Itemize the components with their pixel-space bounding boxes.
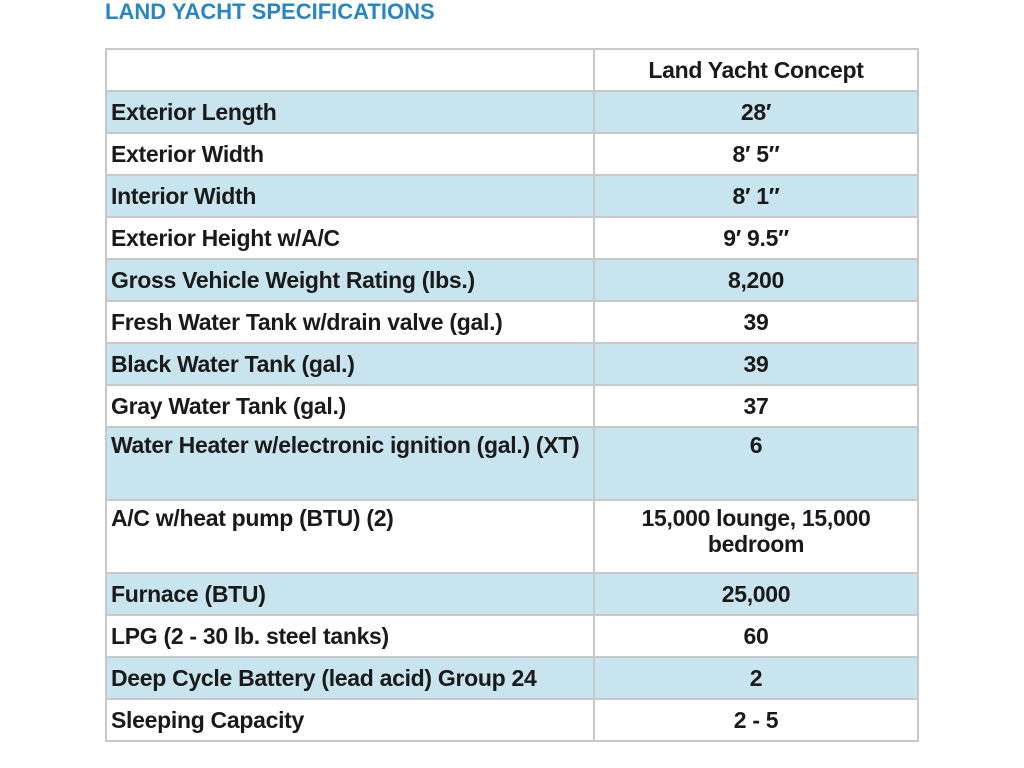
spec-value: 15,000 lounge, 15,000 bedroom [594,500,918,573]
spec-label: Black Water Tank (gal.) [106,343,594,385]
table-row [106,573,918,615]
table-row [106,259,918,301]
spec-label: Water Heater w/electronic ignition (gal.) (XT) [106,427,594,500]
header-label-cell [106,49,594,91]
table-row [106,91,918,133]
spec-value: 60 [594,615,918,657]
spec-value: 39 [594,343,918,385]
spec-value: 39 [594,301,918,343]
spec-label: LPG (2 - 30 lb. steel tanks) [106,615,594,657]
spec-label: Fresh Water Tank w/drain valve (gal.) [106,301,594,343]
spec-value: 8,200 [594,259,918,301]
spec-label: Exterior Height w/A/C [106,217,594,259]
table-row [106,500,918,573]
spec-value: 37 [594,385,918,427]
spec-label: Furnace (BTU) [106,573,594,615]
spec-label: Exterior Width [106,133,594,175]
spec-label: Exterior Length [106,91,594,133]
spec-label: A/C w/heat pump (BTU) (2) [106,500,594,573]
spec-label: Interior Width [106,175,594,217]
spec-value: 2 [594,657,918,699]
table-row [106,301,918,343]
spec-label: Deep Cycle Battery (lead acid) Group 24 [106,657,594,699]
table-row [106,175,918,217]
table-row [106,427,918,500]
table-row [106,133,918,175]
spec-value: 2 - 5 [594,699,918,741]
table-row [106,385,918,427]
table-row [106,217,918,259]
spec-value: 25,000 [594,573,918,615]
table-row [106,615,918,657]
spec-value: 8′ 1″ [594,175,918,217]
spec-value: 8′ 5″ [594,133,918,175]
spec-value: 9′ 9.5″ [594,217,918,259]
spec-label: Sleeping Capacity [106,699,594,741]
table-row [106,343,918,385]
spec-label: Gray Water Tank (gal.) [106,385,594,427]
specifications-table [105,48,919,742]
spec-value: 28′ [594,91,918,133]
table-row [106,699,918,741]
spec-label: Gross Vehicle Weight Rating (lbs.) [106,259,594,301]
table-header-row [106,49,918,91]
page-title: LAND YACHT SPECIFICATIONS [105,0,435,24]
table-row [106,657,918,699]
spec-value: 6 [594,427,918,500]
header-model-cell: Land Yacht Concept [594,49,918,91]
